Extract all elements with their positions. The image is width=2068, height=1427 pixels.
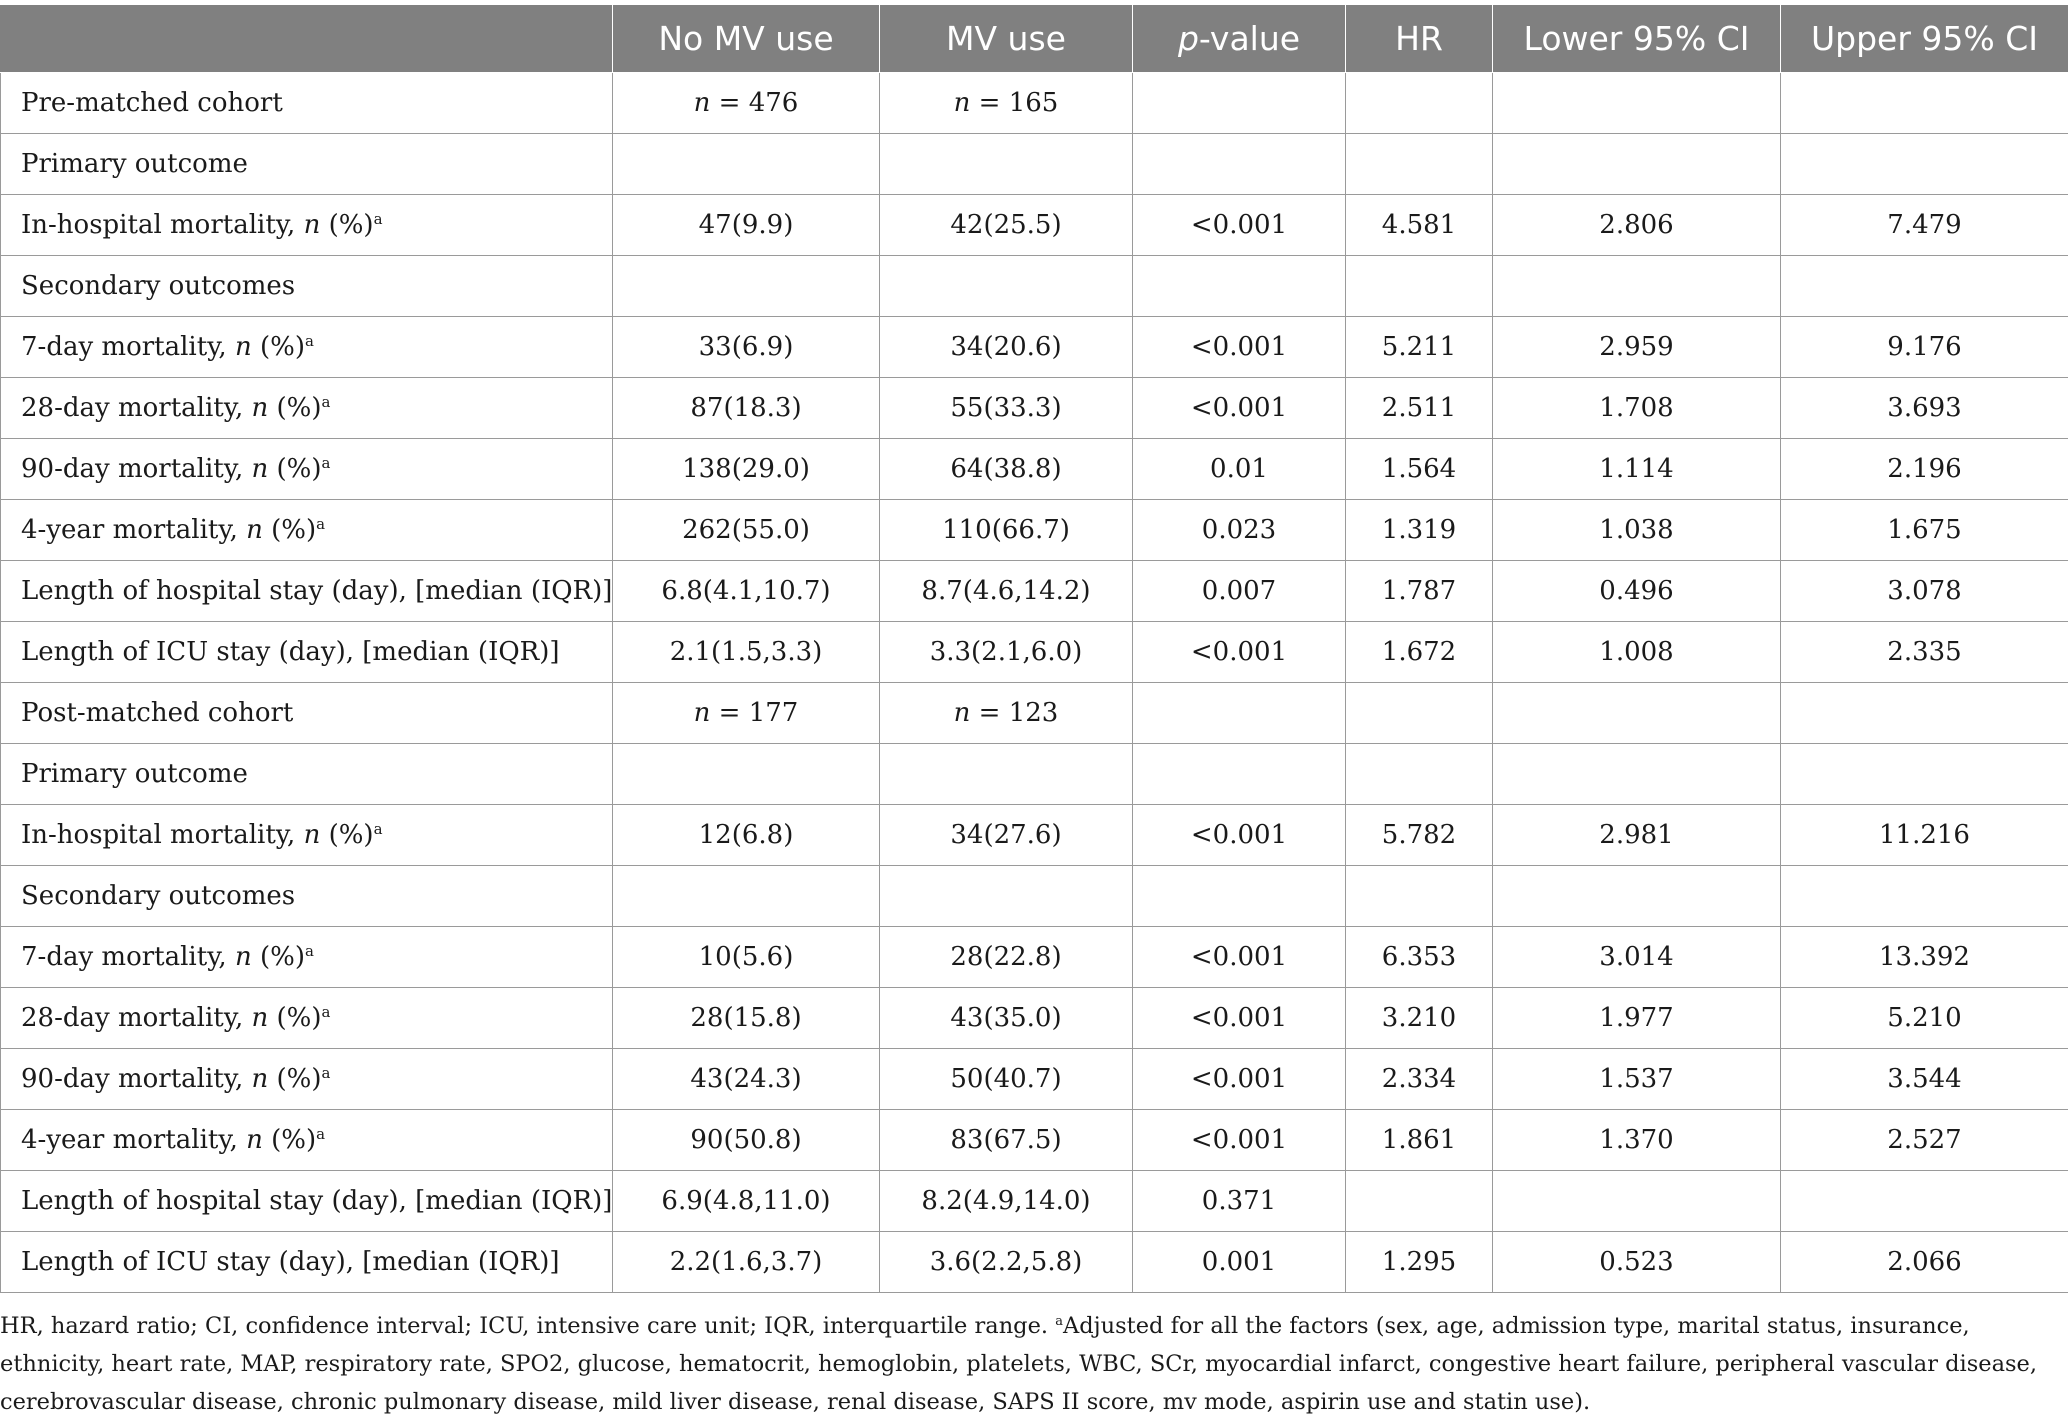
row-label <box>1 988 613 1049</box>
table-row <box>1 927 2068 988</box>
cell-lower-ci: 1.708 <box>1493 378 1781 439</box>
cell-upper-ci: 3.544 <box>1781 1049 2068 1110</box>
row-label <box>1 317 613 378</box>
cell-mv-use: 55(33.3) <box>880 378 1133 439</box>
row-label: Pre-matched cohort <box>1 73 613 134</box>
cell-hr: 1.295 <box>1346 1232 1493 1293</box>
n-value: 177 <box>748 698 799 728</box>
cell-p-value: 0.01 <box>1133 439 1346 500</box>
row-label <box>1 1049 613 1110</box>
row-label-footnote-marker: a <box>304 942 314 960</box>
cell-hr: 1.672 <box>1346 622 1493 683</box>
table-row <box>1 378 2068 439</box>
row-label: Length of ICU stay (day), [median (IQR)] <box>1 622 613 683</box>
cell-mv-use: 43(35.0) <box>880 988 1133 1049</box>
table-body <box>1 73 2068 1293</box>
row-label-footnote-marker: a <box>321 1064 331 1082</box>
cell-lower-ci <box>1493 683 1781 744</box>
row-label: Post-matched cohort <box>1 683 613 744</box>
cell-hr <box>1346 134 1493 195</box>
cell-hr: 1.319 <box>1346 500 1493 561</box>
row-label <box>1 195 613 256</box>
cell-upper-ci <box>1781 73 2068 134</box>
table-footnote <box>0 1307 2060 1421</box>
row-label-suffix: (%) <box>262 515 317 545</box>
cell-upper-ci: 2.196 <box>1781 439 2068 500</box>
table-row <box>1 805 2068 866</box>
cell-mv-use <box>880 744 1133 805</box>
cell-no-mv-use: 90(50.8) <box>613 1110 880 1171</box>
cell-mv-use <box>880 256 1133 317</box>
cell-p-value <box>1133 73 1346 134</box>
row-label-suffix: (%) <box>262 1125 317 1155</box>
cell-no-mv-use: 262(55.0) <box>613 500 880 561</box>
cell-mv-use: 83(67.5) <box>880 1110 1133 1171</box>
cell-no-mv-use: 28(15.8) <box>613 988 880 1049</box>
cell-lower-ci: 1.977 <box>1493 988 1781 1049</box>
footnote-abbreviations: HR, hazard ratio; CI, confidence interval; ICU, intensive care unit; IQR, interquartile range. <box>0 1313 1056 1339</box>
cell-p-value <box>1133 134 1346 195</box>
n-value: 165 <box>1008 88 1059 118</box>
table-row <box>1 1232 2068 1293</box>
table-row <box>1 561 2068 622</box>
cell-p-value: <0.001 <box>1133 622 1346 683</box>
footnote-marker: a <box>1055 1314 1063 1329</box>
cell-p-value: <0.001 <box>1133 805 1346 866</box>
row-label-footnote-marker: a <box>373 210 383 228</box>
cell-lower-ci: 1.038 <box>1493 500 1781 561</box>
cell-lower-ci: 1.537 <box>1493 1049 1781 1110</box>
cell-lower-ci: 1.008 <box>1493 622 1781 683</box>
cell-lower-ci: 0.523 <box>1493 1232 1781 1293</box>
cell-upper-ci: 3.693 <box>1781 378 2068 439</box>
cell-upper-ci: 9.176 <box>1781 317 2068 378</box>
header-lower-ci: Lower 95% CI <box>1493 5 1781 73</box>
row-label-footnote-marker: a <box>321 393 331 411</box>
cell-no-mv-n <box>613 73 880 134</box>
cell-hr <box>1346 73 1493 134</box>
row-label <box>1 378 613 439</box>
cell-upper-ci: 13.392 <box>1781 927 2068 988</box>
cell-lower-ci: 2.981 <box>1493 805 1781 866</box>
cell-upper-ci <box>1781 866 2068 927</box>
table-row <box>1 256 2068 317</box>
cell-lower-ci <box>1493 744 1781 805</box>
row-label-n: n <box>234 332 252 362</box>
n-equals: = <box>710 88 749 118</box>
row-label <box>1 805 613 866</box>
cell-hr <box>1346 256 1493 317</box>
cell-no-mv-use <box>613 744 880 805</box>
row-label <box>1 500 613 561</box>
header-p-value <box>1133 5 1346 73</box>
table-row <box>1 134 2068 195</box>
row-label-n: n <box>251 1064 269 1094</box>
cell-mv-use: 50(40.7) <box>880 1049 1133 1110</box>
row-label-text: 28-day mortality, <box>21 1003 252 1033</box>
cell-upper-ci <box>1781 134 2068 195</box>
table-row <box>1 439 2068 500</box>
cell-mv-use: 34(27.6) <box>880 805 1133 866</box>
table-row <box>1 683 2068 744</box>
cell-no-mv-n <box>613 683 880 744</box>
cell-lower-ci: 1.370 <box>1493 1110 1781 1171</box>
cell-mv-n <box>880 683 1133 744</box>
n-symbol: n <box>953 88 971 118</box>
table-row <box>1 988 2068 1049</box>
cell-lower-ci: 2.959 <box>1493 317 1781 378</box>
cell-p-value: <0.001 <box>1133 195 1346 256</box>
table-row <box>1 500 2068 561</box>
row-label-text: In-hospital mortality, <box>21 210 304 240</box>
row-label-n: n <box>303 210 321 240</box>
row-label-suffix: (%) <box>251 332 305 362</box>
header-p-italic: p <box>1177 19 1199 58</box>
cell-mv-use: 3.6(2.2,5.8) <box>880 1232 1133 1293</box>
cell-p-value: <0.001 <box>1133 378 1346 439</box>
cell-hr: 4.581 <box>1346 195 1493 256</box>
row-label: Length of ICU stay (day), [median (IQR)] <box>1 1232 613 1293</box>
cell-lower-ci: 3.014 <box>1493 927 1781 988</box>
header-p-rest: -value <box>1198 19 1301 58</box>
cell-upper-ci: 3.078 <box>1781 561 2068 622</box>
cell-lower-ci <box>1493 73 1781 134</box>
table-row <box>1 1049 2068 1110</box>
cell-no-mv-use: 2.2(1.6,3.7) <box>613 1232 880 1293</box>
table-row <box>1 73 2068 134</box>
cell-no-mv-use: 10(5.6) <box>613 927 880 988</box>
cell-upper-ci: 2.066 <box>1781 1232 2068 1293</box>
cell-no-mv-use: 47(9.9) <box>613 195 880 256</box>
cell-p-value: <0.001 <box>1133 1110 1346 1171</box>
cell-p-value: <0.001 <box>1133 988 1346 1049</box>
header-row <box>1 5 2068 73</box>
n-equals: = <box>970 698 1009 728</box>
cell-p-value: <0.001 <box>1133 927 1346 988</box>
cell-no-mv-use: 33(6.9) <box>613 317 880 378</box>
cell-hr <box>1346 683 1493 744</box>
cell-mv-use: 8.7(4.6,14.2) <box>880 561 1133 622</box>
cell-lower-ci: 0.496 <box>1493 561 1781 622</box>
row-label-footnote-marker: a <box>321 1003 331 1021</box>
row-label <box>1 439 613 500</box>
table-row <box>1 866 2068 927</box>
cell-mv-n <box>880 73 1133 134</box>
cell-lower-ci <box>1493 1171 1781 1232</box>
cell-p-value <box>1133 683 1346 744</box>
cell-upper-ci: 11.216 <box>1781 805 2068 866</box>
cell-p-value <box>1133 866 1346 927</box>
cell-p-value: 0.023 <box>1133 500 1346 561</box>
cell-no-mv-use: 6.9(4.8,11.0) <box>613 1171 880 1232</box>
cell-upper-ci: 1.675 <box>1781 500 2068 561</box>
n-equals: = <box>970 88 1009 118</box>
row-label-n: n <box>246 515 263 545</box>
cell-no-mv-use: 2.1(1.5,3.3) <box>613 622 880 683</box>
cell-hr: 3.210 <box>1346 988 1493 1049</box>
cell-mv-use: 42(25.5) <box>880 195 1133 256</box>
cell-no-mv-use <box>613 134 880 195</box>
row-label-suffix: (%) <box>268 1003 322 1033</box>
row-label: Length of hospital stay (day), [median (IQR)] <box>1 561 613 622</box>
cell-upper-ci <box>1781 256 2068 317</box>
row-label-footnote-marker: a <box>316 1125 326 1143</box>
cell-p-value: 0.371 <box>1133 1171 1346 1232</box>
cell-lower-ci <box>1493 256 1781 317</box>
cell-hr: 1.861 <box>1346 1110 1493 1171</box>
cell-lower-ci: 1.114 <box>1493 439 1781 500</box>
n-symbol: n <box>953 698 971 728</box>
row-label-suffix: (%) <box>268 454 322 484</box>
results-table <box>0 4 2068 1293</box>
row-label: Secondary outcomes <box>1 866 613 927</box>
cell-mv-use: 110(66.7) <box>880 500 1133 561</box>
cell-upper-ci <box>1781 683 2068 744</box>
cell-hr: 2.334 <box>1346 1049 1493 1110</box>
row-label-footnote-marker: a <box>321 454 331 472</box>
cell-p-value: 0.001 <box>1133 1232 1346 1293</box>
n-value: 476 <box>748 88 799 118</box>
cell-no-mv-use: 6.8(4.1,10.7) <box>613 561 880 622</box>
cell-p-value <box>1133 256 1346 317</box>
row-label-n: n <box>246 1125 263 1155</box>
row-label-text: 4-year mortality, <box>21 515 247 545</box>
cell-upper-ci: 2.527 <box>1781 1110 2068 1171</box>
n-value: 123 <box>1008 698 1059 728</box>
cell-hr: 5.211 <box>1346 317 1493 378</box>
row-label-footnote-marker: a <box>304 332 314 350</box>
footnote-adjustment: Adjusted for all the factors (sex, age, admission type, marital status, insurance, ethnicity, heart rate, MAP, respiratory rate, SPO2, glucose, hematocrit, hemoglobin, platelets, WBC, SCr, myocardial infarct, congestive heart failure, peripheral vascular disease, cerebrovascular disease, chronic pulmonary disease, mild liver disease, renal disease, SAPS II score, mv mode, aspirin use and statin use). <box>0 1313 2037 1415</box>
cell-upper-ci: 2.335 <box>1781 622 2068 683</box>
row-label-text: 7-day mortality, <box>21 942 235 972</box>
n-equals: = <box>710 698 749 728</box>
header-no-mv-use: No MV use <box>613 5 880 73</box>
table-header <box>1 5 2068 73</box>
table-row <box>1 195 2068 256</box>
row-label-n: n <box>251 393 269 423</box>
n-symbol: n <box>693 88 711 118</box>
cell-lower-ci <box>1493 866 1781 927</box>
cell-mv-use: 34(20.6) <box>880 317 1133 378</box>
cell-no-mv-use: 43(24.3) <box>613 1049 880 1110</box>
cell-no-mv-use <box>613 866 880 927</box>
table-row <box>1 1171 2068 1232</box>
cell-no-mv-use: 87(18.3) <box>613 378 880 439</box>
cell-p-value <box>1133 744 1346 805</box>
table-row <box>1 744 2068 805</box>
cell-lower-ci <box>1493 134 1781 195</box>
cell-upper-ci <box>1781 744 2068 805</box>
row-label-n: n <box>251 1003 269 1033</box>
row-label-n: n <box>303 820 321 850</box>
row-label-suffix: (%) <box>268 1064 322 1094</box>
row-label-text: 90-day mortality, <box>21 1064 252 1094</box>
cell-p-value: <0.001 <box>1133 1049 1346 1110</box>
row-label-text: In-hospital mortality, <box>21 820 304 850</box>
cell-upper-ci <box>1781 1171 2068 1232</box>
table-row <box>1 1110 2068 1171</box>
header-upper-ci: Upper 95% CI <box>1781 5 2068 73</box>
row-label: Primary outcome <box>1 134 613 195</box>
row-label: Secondary outcomes <box>1 256 613 317</box>
cell-upper-ci: 7.479 <box>1781 195 2068 256</box>
row-label-suffix: (%) <box>251 942 305 972</box>
cell-mv-use: 3.3(2.1,6.0) <box>880 622 1133 683</box>
cell-hr: 6.353 <box>1346 927 1493 988</box>
row-label-text: 7-day mortality, <box>21 332 235 362</box>
row-label: Primary outcome <box>1 744 613 805</box>
row-label-suffix: (%) <box>320 210 374 240</box>
row-label-n: n <box>234 942 252 972</box>
row-label-footnote-marker: a <box>373 820 383 838</box>
row-label-footnote-marker: a <box>316 515 326 533</box>
cell-hr: 1.787 <box>1346 561 1493 622</box>
cell-hr: 1.564 <box>1346 439 1493 500</box>
cell-no-mv-use <box>613 256 880 317</box>
row-label-text: 4-year mortality, <box>21 1125 247 1155</box>
cell-upper-ci: 5.210 <box>1781 988 2068 1049</box>
row-label <box>1 1110 613 1171</box>
row-label-text: 28-day mortality, <box>21 393 252 423</box>
row-label-suffix: (%) <box>268 393 322 423</box>
cell-hr <box>1346 866 1493 927</box>
row-label-suffix: (%) <box>320 820 374 850</box>
n-symbol: n <box>693 698 711 728</box>
row-label <box>1 927 613 988</box>
table-row <box>1 317 2068 378</box>
cell-no-mv-use: 12(6.8) <box>613 805 880 866</box>
cell-hr: 5.782 <box>1346 805 1493 866</box>
header-hr: HR <box>1346 5 1493 73</box>
results-table-container <box>0 4 2068 1293</box>
cell-hr: 2.511 <box>1346 378 1493 439</box>
cell-mv-use: 64(38.8) <box>880 439 1133 500</box>
row-label-text: 90-day mortality, <box>21 454 252 484</box>
row-label: Length of hospital stay (day), [median (IQR)] <box>1 1171 613 1232</box>
cell-lower-ci: 2.806 <box>1493 195 1781 256</box>
header-mv-use: MV use <box>880 5 1133 73</box>
cell-p-value: 0.007 <box>1133 561 1346 622</box>
row-label-n: n <box>251 454 269 484</box>
cell-mv-use <box>880 866 1133 927</box>
cell-mv-use: 28(22.8) <box>880 927 1133 988</box>
cell-mv-use: 8.2(4.9,14.0) <box>880 1171 1133 1232</box>
cell-no-mv-use: 138(29.0) <box>613 439 880 500</box>
header-empty <box>1 5 613 73</box>
table-row <box>1 622 2068 683</box>
cell-hr <box>1346 744 1493 805</box>
cell-hr <box>1346 1171 1493 1232</box>
cell-mv-use <box>880 134 1133 195</box>
cell-p-value: <0.001 <box>1133 317 1346 378</box>
